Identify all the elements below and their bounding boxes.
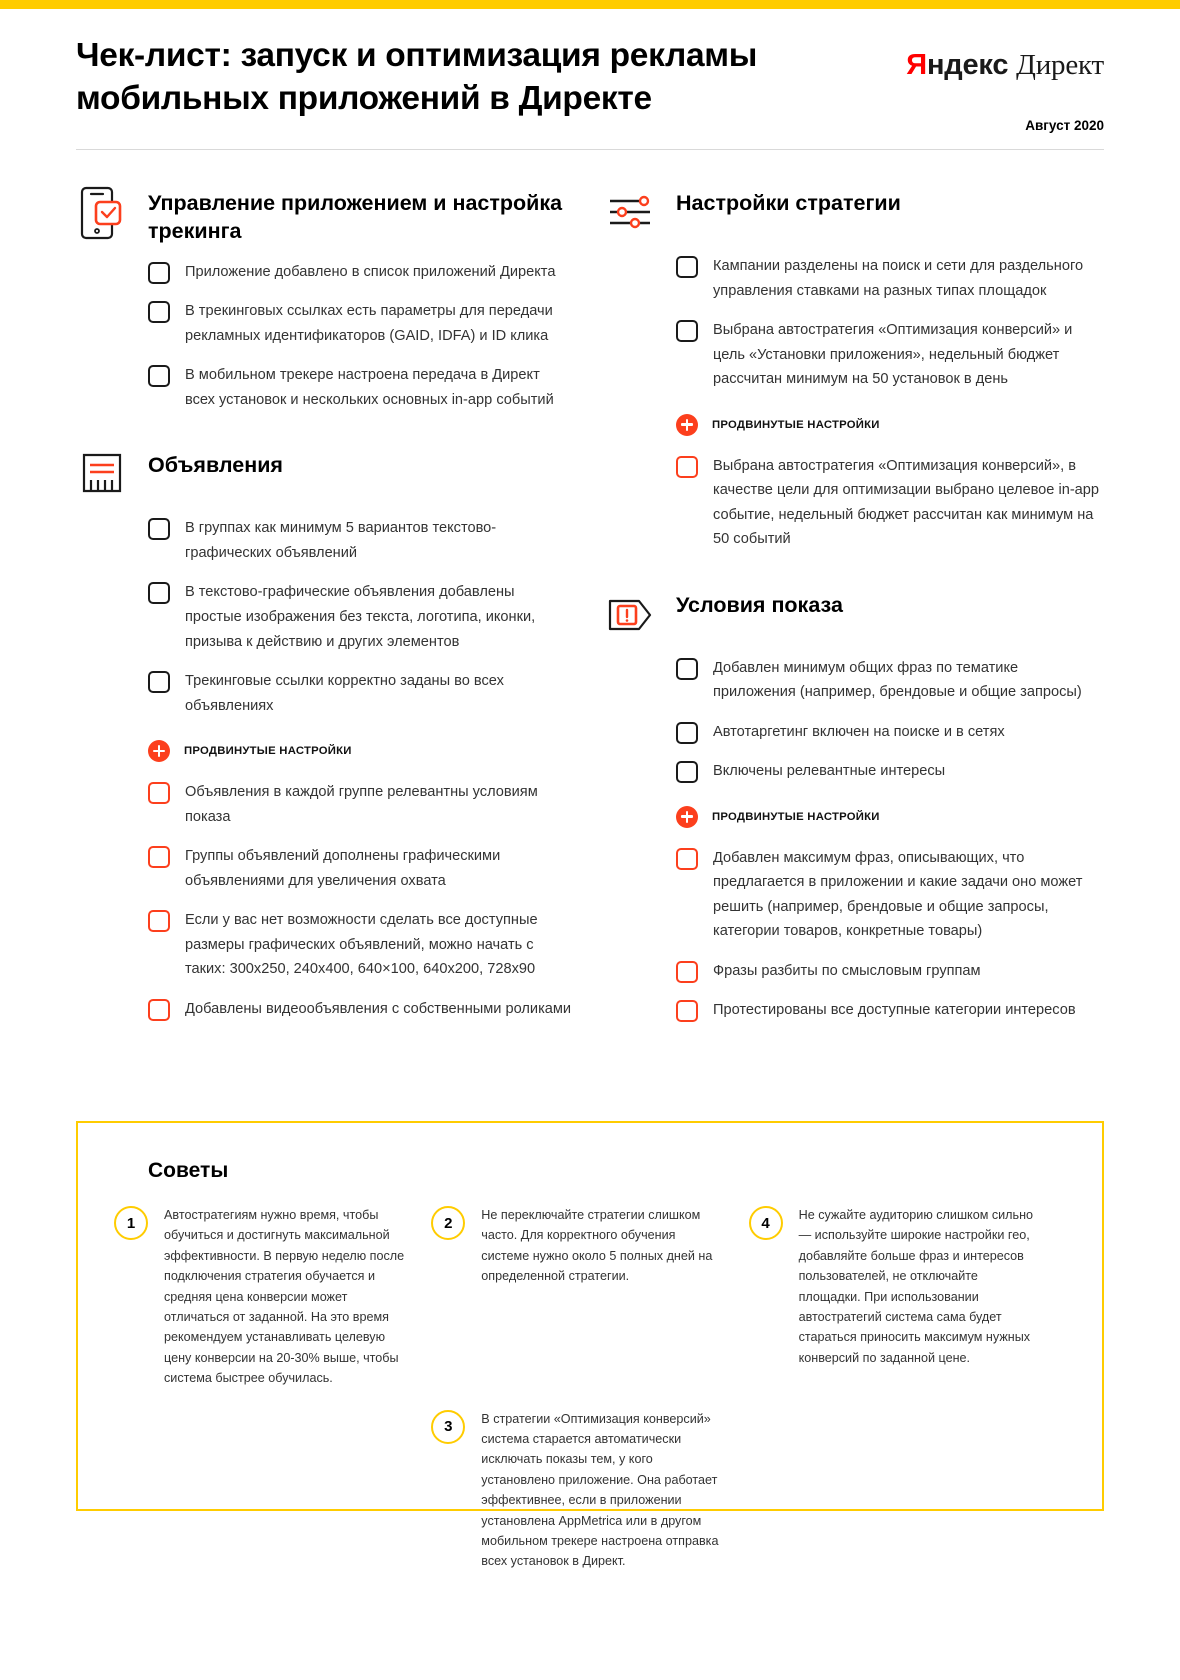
section-title: Объявления xyxy=(148,453,283,478)
checkbox[interactable] xyxy=(676,456,698,478)
checklist-item-advanced[interactable] xyxy=(676,846,1104,944)
checklist-item-label: В трекинговых ссылках есть параметры для передачи рекламных идентификаторов (GAID, IDFA) и ID клика xyxy=(185,303,553,344)
checklist-item-label: Выбрана автостратегия «Оптимизация конверсий», в качестве цели для оптимизации выбрано целевое in-app событие, недельный бюджет рассчитан как минимум на 50 событий xyxy=(713,457,1100,548)
tag-exclamation-icon xyxy=(604,586,658,642)
checklist-item-label: Если у вас нет возможности сделать все доступные размеры графических объявлений, можно начать с таких: 300x250, 240x400, 640×100, 640x200, 728x90 xyxy=(185,912,538,978)
tip-item xyxy=(749,1205,1042,1368)
tip-text: Автостратегиям нужно время, чтобы обучиться и достигнуть максимальной эффективности. В первую неделю после подключения стратегия обучается и средняя цена конверсии может отличаться от заданной. На это время рекомендуем устанавливать целевую цену конверсии на 20-30% выше, чтобы система быстрее обучилась. xyxy=(164,1208,405,1386)
checklist-item-label: Добавлен минимум общих фраз по тематике приложения (например, брендовые и общие запросы) xyxy=(713,659,1082,701)
left-column xyxy=(76,150,590,1038)
tip-text: Не переключайте стратегии слишком часто. Для корректного обучения системе нужно около 5 полных дней на определенной стратегии. xyxy=(481,1208,713,1284)
checkbox[interactable] xyxy=(148,999,170,1021)
checklist-item-advanced[interactable] xyxy=(676,998,1104,1023)
checklist-item-label: Добавлен максимум фраз, описывающих, что предлагается в приложении и какие задачи оно может решить (например, брендовые и общие запросы, категории товаров, конкретные товары) xyxy=(713,849,1083,940)
plus-icon xyxy=(676,806,698,828)
checklist-item[interactable] xyxy=(676,759,1104,784)
page-title: Чек-лист: запуск и оптимизация рекламы мобильных приложений в Директе xyxy=(76,37,758,117)
section-header xyxy=(604,184,1104,240)
tips-column-1 xyxy=(114,1205,431,1598)
plus-icon xyxy=(148,740,170,762)
checklist-item-advanced[interactable] xyxy=(148,997,572,1022)
top-accent-bar xyxy=(0,0,1180,9)
checklist-item[interactable] xyxy=(148,669,572,718)
checklist-item-label: Трекинговые ссылки корректно заданы во всех объявлениях xyxy=(185,673,504,714)
checklist-items xyxy=(76,516,572,718)
section-ads xyxy=(76,446,572,1021)
section-title: Управление приложением и настройка трекинга xyxy=(148,191,563,243)
tips-title: Советы xyxy=(148,1159,229,1182)
document-date: Август 2020 xyxy=(1025,118,1104,133)
checkbox[interactable] xyxy=(148,301,170,323)
checklist-item[interactable] xyxy=(676,318,1104,392)
logo-ya-letter: Я xyxy=(906,49,927,81)
tips-column-2 xyxy=(431,1205,748,1598)
checklist-item[interactable] xyxy=(148,516,572,565)
checklist-item-label: В группах как минимум 5 вариантов текстово-графических объявлений xyxy=(185,520,497,561)
checkbox[interactable] xyxy=(148,782,170,804)
checklist-item-label: Включены релевантные интересы xyxy=(713,763,946,780)
section-header xyxy=(76,446,572,502)
checklist-item[interactable] xyxy=(676,656,1104,705)
advanced-settings-divider xyxy=(76,740,572,762)
document-header xyxy=(0,9,1180,133)
section-strategy xyxy=(604,184,1104,552)
advanced-settings-label: ПРОДВИНУТЫЕ НАСТРОЙКИ xyxy=(712,418,880,431)
checklist-items xyxy=(604,656,1104,784)
checkbox[interactable] xyxy=(676,256,698,278)
brand-block xyxy=(906,35,1104,133)
checklist-item-advanced[interactable] xyxy=(676,959,1104,984)
checklist-item-label: Приложение добавлено в список приложений Директа xyxy=(185,263,556,280)
checklist-items xyxy=(604,254,1104,392)
advanced-settings-divider xyxy=(604,414,1104,436)
mobile-phone-check-icon xyxy=(76,184,130,240)
tips-box xyxy=(76,1121,1104,1569)
checklist-item[interactable] xyxy=(148,260,572,285)
checklist-item-advanced[interactable] xyxy=(148,908,572,982)
section-header xyxy=(604,586,1104,642)
section-display-conditions xyxy=(604,586,1104,1023)
checklist-item-label: Объявления в каждой группе релевантны условиям показа xyxy=(185,784,538,825)
checkbox[interactable] xyxy=(676,658,698,680)
checkbox[interactable] xyxy=(676,1000,698,1022)
checkbox[interactable] xyxy=(676,848,698,870)
tips-grid xyxy=(114,1205,1066,1598)
checklist-item-label: Добавлены видеообъявления с собственными роликами xyxy=(185,1000,572,1017)
checklist-item-label: Выбрана автостратегия «Оптимизация конверсий» и цель «Установки приложения», недельный бюджет рассчитан минимум на 50 установок в день xyxy=(713,322,1073,388)
checklist-item[interactable] xyxy=(148,580,572,654)
checklist-item-label: Протестированы все доступные категории интересов xyxy=(713,1002,1076,1019)
checklist-item-label: Кампании разделены на поиск и сети для раздельного управления ставками на разных типах площадок xyxy=(713,258,1084,299)
checklist-item-advanced[interactable] xyxy=(148,844,572,893)
ad-banner-icon xyxy=(76,446,130,502)
tip-number: 4 xyxy=(749,1206,783,1240)
tip-item xyxy=(431,1409,724,1572)
checklist-items xyxy=(76,260,572,413)
tips-spacer xyxy=(431,1313,724,1409)
right-column xyxy=(590,150,1104,1038)
sliders-icon xyxy=(604,184,658,240)
section-title: Настройки стратегии xyxy=(676,191,901,215)
section-app-management xyxy=(76,184,572,412)
checkbox[interactable] xyxy=(148,910,170,932)
logo-ndeks: ндекс xyxy=(926,49,1009,81)
advanced-checklist-items xyxy=(604,846,1104,1023)
tip-number: 3 xyxy=(431,1410,465,1444)
tip-text: Не сужайте аудиторию слишком сильно — используйте широкие настройки гео, добавляйте больше фраз и интересов пользователей, не отключайте площадки. При использовании автостратегий система сама будет стараться приносить максимум нужных конверсий по заданной цене. xyxy=(798,1208,1034,1365)
checklist-item-label: Автотаргетинг включен на поиске и в сетях xyxy=(713,723,1005,740)
checklist-item-advanced[interactable] xyxy=(676,454,1104,552)
section-title: Условия показа xyxy=(676,592,843,617)
plus-icon xyxy=(676,414,698,436)
logo-direct: Директ xyxy=(1016,49,1104,81)
tip-number: 2 xyxy=(431,1206,465,1240)
advanced-checklist-items xyxy=(76,780,572,1021)
checkbox[interactable] xyxy=(148,671,170,693)
advanced-settings-label: ПРОДВИНУТЫЕ НАСТРОЙКИ xyxy=(712,810,880,823)
checklist-item[interactable] xyxy=(676,720,1104,745)
checkbox[interactable] xyxy=(148,365,170,387)
checklist-item[interactable] xyxy=(148,363,572,412)
advanced-settings-divider xyxy=(604,806,1104,828)
checkbox[interactable] xyxy=(676,320,698,342)
tips-column-3 xyxy=(749,1205,1066,1598)
checkbox[interactable] xyxy=(148,582,170,604)
checklist-item[interactable] xyxy=(676,254,1104,303)
checkbox[interactable] xyxy=(148,518,170,540)
checkbox[interactable] xyxy=(676,761,698,783)
checklist-item-label: Группы объявлений дополнены графическими объявлениями для увеличения охвата xyxy=(185,848,501,889)
checklist-item-label: Фразы разбиты по смысловым группам xyxy=(713,962,981,979)
tip-item xyxy=(114,1205,407,1389)
checklist-item[interactable] xyxy=(148,299,572,348)
yandex-direct-logo xyxy=(906,49,1104,82)
section-header xyxy=(76,184,572,246)
checklist-item-label: В текстово-графические объявления добавлены простые изображения без текста, логотипа, иконки, призыва к действию и других элементов xyxy=(185,584,536,650)
checklist-columns xyxy=(0,150,1180,1038)
tip-item xyxy=(431,1205,724,1287)
checklist-item-label: В мобильном трекере настроена передача в Директ всех установок и нескольких основных in-app событий xyxy=(185,367,554,408)
checkbox[interactable] xyxy=(148,846,170,868)
checkbox[interactable] xyxy=(676,722,698,744)
checklist-item-advanced[interactable] xyxy=(148,780,572,829)
checkbox[interactable] xyxy=(676,961,698,983)
advanced-settings-label: ПРОДВИНУТЫЕ НАСТРОЙКИ xyxy=(184,745,352,758)
checkbox[interactable] xyxy=(148,262,170,284)
advanced-checklist-items xyxy=(604,454,1104,552)
tip-number: 1 xyxy=(114,1206,148,1240)
tip-text: В стратегии «Оптимизация конверсий» система старается автоматически исключать показы тем, у кого установлено приложение. Она работает эффективнее, если в приложении установлена AppMetrica или в другом мобильном трекере настроена отправка всех установок в Директ. xyxy=(481,1411,719,1569)
